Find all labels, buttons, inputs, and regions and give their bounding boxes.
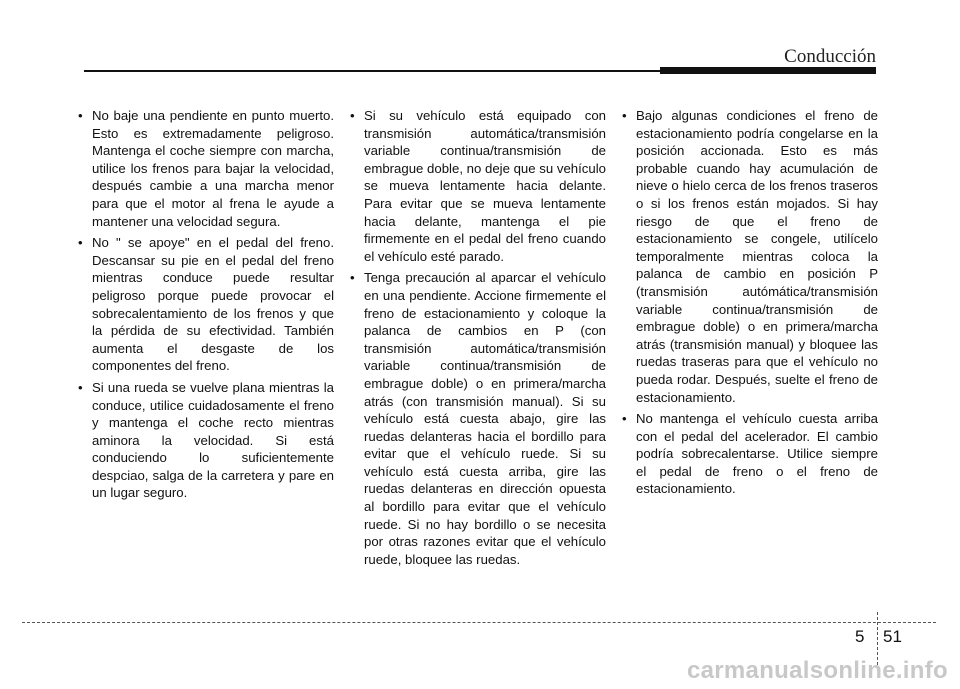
bullet-icon: • (78, 379, 83, 395)
watermark: carmanualsonline.info (686, 657, 948, 684)
bullet-text: Si su vehículo está equipado con transmisión automática/transmisión variable continua/transmisión de embrague doble, no deje que su vehículo se mueva lentamente hacia delante. Para evitar que se mueva lentamente hacia delante, mantenga el pie firmemente en el pedal del freno cuando el vehículo esté parado. (364, 108, 606, 264)
footer-rule (22, 622, 936, 623)
bullet-text: No " se apoye" en el pedal del freno. Descansar su pie en el pedal del freno mientras conduce puede resultar peligroso porque puede provocar el sobrecalentamiento de los frenos y que la pérdida de su efectividad. También aumenta el desgaste de los componentes del freno. (92, 235, 334, 374)
bullet-item (348, 107, 606, 265)
bullet-icon: • (350, 270, 355, 286)
bullet-text: Tenga precaución al aparcar el vehículo en una pendiente. Accione firmemente el freno de estacionamiento y coloque la palanca de cambios en P (con transmisión automática/transmisión variable continua/transmisión de embrague doble) o en primera/marcha atrás (con transmisión manual). Si su vehículo está cuesta abajo, gire las ruedas delanteras hacia el bordillo para evitar que el vehículo ruede. Si su vehículo está cuesta arriba, gire las ruedas delanteras en dirección opuesta al bordillo para evitar que el vehículo ruede. Si no hay bordillo o se necesita por otras razones evitar que el vehículo ruede, bloquee las ruedas. (364, 270, 606, 567)
bullet-item (348, 269, 606, 568)
bullet-item (620, 107, 878, 406)
text-column-3 (620, 107, 878, 502)
bullet-item (76, 379, 334, 502)
bullet-text: No mantenga el vehículo cuesta arriba con el pedal del acelerador. El cambio podría sobrecalentarse. Utilice siempre el pedal de freno o el freno de estacionamiento. (636, 411, 878, 497)
bullet-text: Bajo algunas condiciones el freno de estacionamiento podría congelarse en la posición accionada. Esto es más probable cuando hay acumulación de nieve o hielo cerca de los frenos traseros o si los frenos están mojados. Si hay riesgo de que el freno de estacionamiento se congele, utilícelo temporalmente mientras coloca la palanca de cambio en posición P (transmisión autómática/transmisión variable continua/transmisión de embrague doble) o en primera/marcha atrás (transmisión manual) y bloquee las ruedas traseras para que el vehículo no pueda rodar. Después, suelte el freno de estacionamiento. (636, 108, 878, 405)
text-column-1 (76, 107, 334, 506)
page-title: Conducción (784, 46, 876, 67)
header-rule (84, 70, 664, 72)
bullet-item (620, 410, 878, 498)
bullet-item (76, 107, 334, 230)
bullet-icon: • (622, 411, 627, 427)
page-number: 51 (883, 627, 902, 646)
bullet-icon: • (78, 108, 83, 123)
bullet-text: Si una rueda se vuelve plana mientras la conduce, utilice cuidadosamente el freno y mantenga el coche recto mientras aminora la velocidad. Si está conduciendo lo suficientemente despciao, salga de la carretera y pare en un lugar seguro. (92, 379, 334, 501)
section-number: 5 (855, 627, 865, 646)
text-column-2 (348, 107, 606, 572)
bullet-icon: • (622, 108, 627, 123)
header-rule-accent (660, 67, 876, 74)
bullet-text: No baje una pendiente en punto muerto. Esto es extremadamente peligroso. Mantenga el coche siempre con marcha, utilice los frenos para bajar la velocidad, después cambie a una marcha menor para que el motor al frena le ayude a mantener una velocidad segura. (92, 108, 334, 229)
bullet-icon: • (350, 108, 355, 123)
bullet-icon: • (78, 235, 83, 251)
bullet-item (76, 234, 334, 375)
